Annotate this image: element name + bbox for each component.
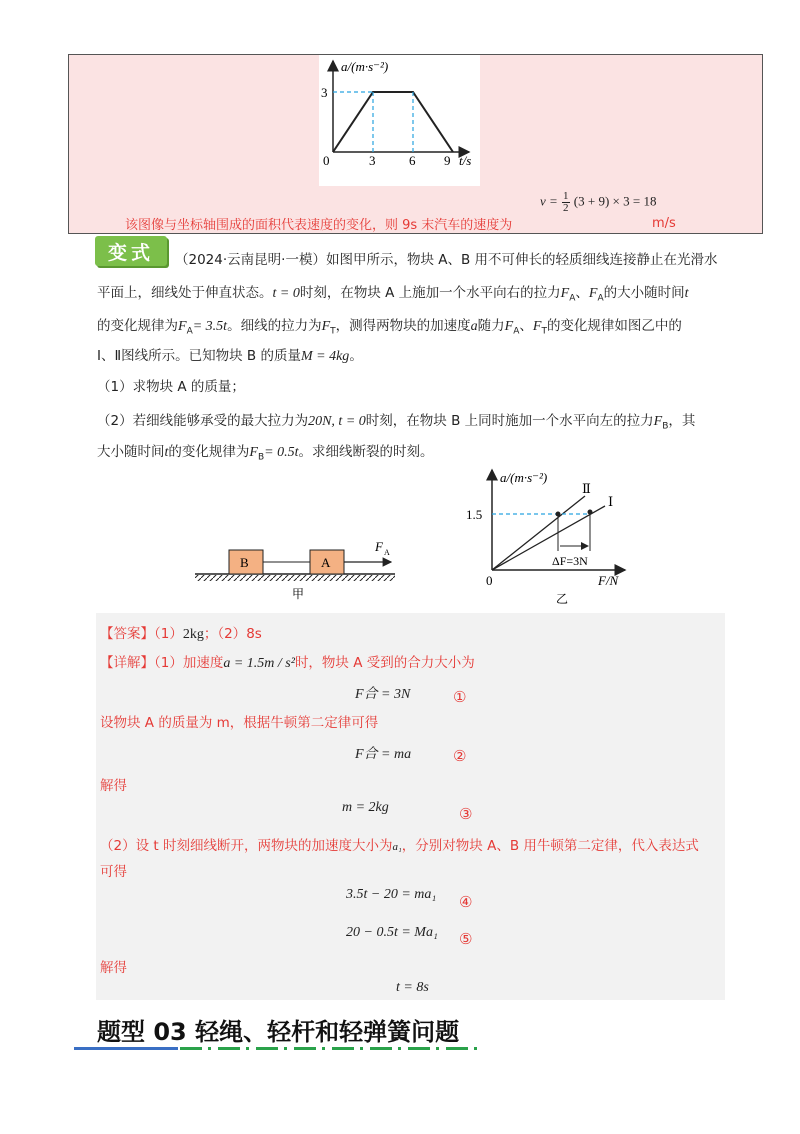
problem-line-3: 的变化规律为$F_A= 3.5t$。细线的拉力为$F_T$，测得两物块的加速度a随力$F_A$、$F_T$的变化规律如图乙中的 xyxy=(97,318,682,337)
problem-line-2: 平面上，细线处于伸直状态。t = 0时刻，在物块 A 上施加一个水平向右的拉力$F_A$、$F_A$的大小随时间t xyxy=(97,285,689,304)
equation-4: 3.5t − 20 = ma₁ xyxy=(346,887,437,902)
velocity-caption: 该图像与坐标轴围成的面积代表速度的变化，则 9s 末汽车的速度为 xyxy=(125,218,513,233)
equation-2: F合 = ma xyxy=(355,747,412,762)
answer-line: 【答案】（1）2kg；（2）8s xyxy=(100,626,262,642)
problem-line-4: Ⅰ、Ⅱ图线所示。已知物块 B 的质量M = 4kg。 xyxy=(97,348,363,364)
figure-yi-caption: 乙 xyxy=(556,592,569,606)
section-rule-solid xyxy=(74,1047,178,1050)
equation-1-marker: ① xyxy=(453,688,467,706)
yi-y-tick: 1.5 xyxy=(466,507,483,522)
detail-line-3: 解得 xyxy=(100,778,127,794)
problem-line-1: （2024·云南昆明·一模）如图甲所示，物块 A、B 用不可伸长的轻质细线连接静止在光滑水 xyxy=(175,252,718,268)
question-2-line-1: （2）若细线能够承受的最大拉力为20N, t = 0时刻，在物块 B 上同时施加一个水平向左的拉力$F_B$，其 xyxy=(97,413,696,432)
velocity-formula: v = $\frac{1}{2}$ (3 + 9) × 3 = 18 xyxy=(540,190,657,214)
equation-6: t = 8s xyxy=(396,980,429,995)
force-fa-sub: A xyxy=(384,548,390,557)
question-1: （1）求物块 A 的质量； xyxy=(97,379,245,395)
figure-jia xyxy=(195,536,405,602)
block-a-label: A xyxy=(321,555,331,570)
detail-line-4: （2）设 t 时刻细线断开，两物块的加速度大小为a₁，分别对物块 A、B 用牛顿第二定律，代入表达式 xyxy=(100,838,699,854)
detail-line-1: 【详解】（1）加速度a = 1.5m / s²时，物块 A 受到的合力大小为 xyxy=(100,655,475,671)
yi-x-label: F/N xyxy=(598,573,619,588)
equation-5-marker: ⑤ xyxy=(459,930,473,948)
velocity-unit: m/s xyxy=(652,216,676,231)
detail-line-2: 设物块 A 的质量为 m，根据牛顿第二定律可得 xyxy=(100,715,379,731)
acceleration-time-graph xyxy=(319,55,480,186)
section-rule-dashed xyxy=(180,1047,480,1050)
equation-2-marker: ② xyxy=(453,747,467,765)
graph-x-tick-6: 6 xyxy=(409,153,416,168)
equation-3-marker: ③ xyxy=(459,805,473,823)
graph-x-tick-9: 9 xyxy=(444,153,451,168)
detail-line-5: 可得 xyxy=(100,864,127,880)
yi-origin: 0 xyxy=(486,573,493,588)
graph-x-tick-0: 0 xyxy=(323,153,330,168)
equation-1: F合 = 3N xyxy=(355,687,411,702)
yi-line-i: Ⅰ xyxy=(608,494,614,509)
question-2-line-2: 大小随时间t的变化规律为$F_B= 0.5t$。求细线断裂的时刻。 xyxy=(97,444,434,463)
yi-line-ii: Ⅱ xyxy=(582,481,591,496)
detail-line-6: 解得 xyxy=(100,960,127,976)
equation-4-marker: ④ xyxy=(459,893,473,911)
section-title: 题型 03 轻绳、轻杆和轻弹簧问题 xyxy=(97,1018,460,1046)
graph-y-label: a/(m·s⁻²) xyxy=(341,59,389,74)
yi-delta-label: ΔF=3N xyxy=(552,554,588,568)
figure-yi xyxy=(460,466,630,606)
equation-3: m = 2kg xyxy=(342,800,389,815)
graph-y-tick: 3 xyxy=(321,85,328,100)
yi-y-label: a/(m·s⁻²) xyxy=(500,470,548,485)
block-b-label: B xyxy=(240,555,249,570)
force-fa-label: F xyxy=(375,539,383,554)
equation-5: 20 − 0.5t = Ma₁ xyxy=(346,925,438,940)
variant-badge: 变式 xyxy=(95,236,167,266)
graph-x-tick-3: 3 xyxy=(369,153,376,168)
graph-x-label: t/s xyxy=(459,153,472,168)
figure-jia-caption: 甲 xyxy=(292,587,305,601)
